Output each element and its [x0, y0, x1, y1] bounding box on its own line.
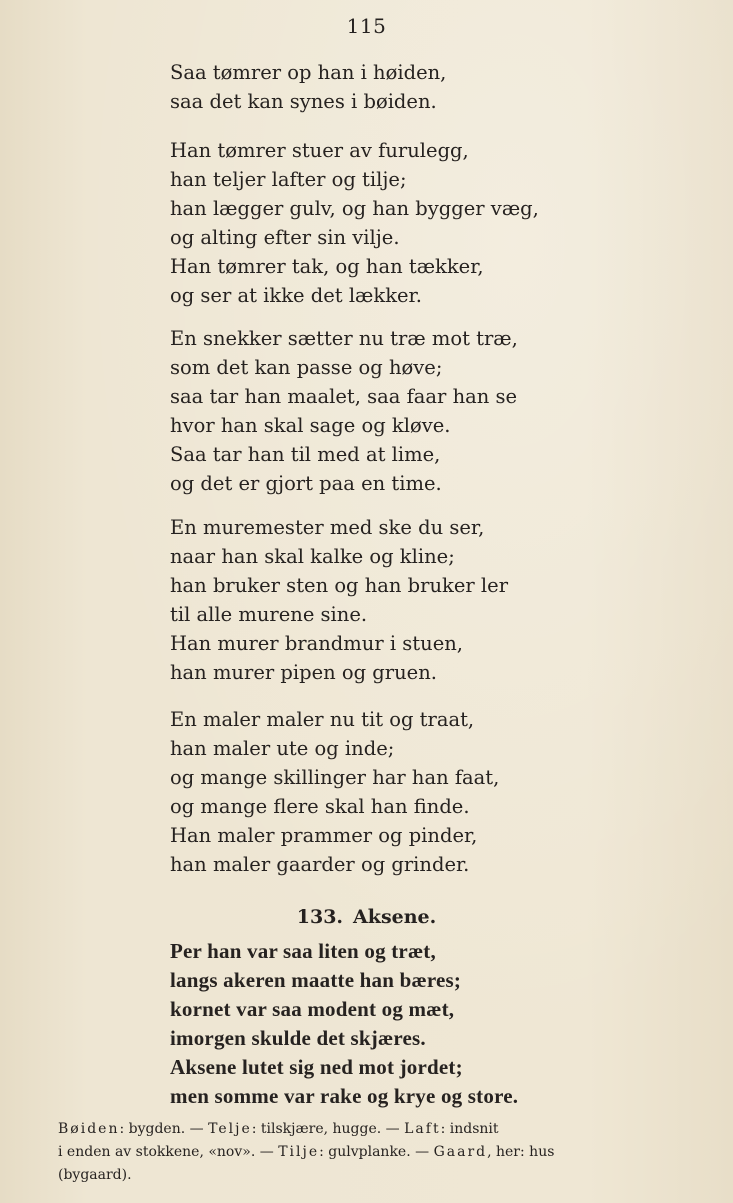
verse-line: han bruker sten og han bruker ler [170, 574, 509, 597]
gloss-definition: : bygden. — [119, 1121, 209, 1137]
page-number: 115 [346, 14, 387, 38]
verse-line: han teljer lafter og tilje; [170, 168, 407, 191]
gloss-definition: i enden av stokkene, «nov». — [58, 1144, 279, 1160]
verse-line: En maler maler nu tit og traat, [170, 708, 475, 731]
verse-line: Han murer brandmur i stuen, [170, 632, 463, 655]
poem-title: Aksene. [353, 906, 437, 928]
footnote-line [58, 1141, 688, 1164]
verse-line: han maler ute og inde; [170, 737, 395, 760]
verse-line: han lægger gulv, og han bygger væg, [170, 197, 539, 220]
verse-line: Han maler prammer og pinder, [170, 824, 478, 847]
gloss-term: Telje [208, 1121, 252, 1137]
verse-line: saa tar han maalet, saa faar han se [170, 385, 518, 408]
stanza-2 [170, 136, 590, 310]
verse-line: naar han skal kalke og kline; [170, 545, 455, 568]
stanza-5 [170, 705, 590, 879]
verse-line: Aksene lutet sig ned mot jordet; [170, 1055, 463, 1079]
gloss-term: Laft [404, 1121, 441, 1137]
verse-line: og mange skillinger har han faat, [170, 766, 500, 789]
footnote-line: (bygaard). [58, 1167, 132, 1183]
verse-line: saa det kan synes i bøiden. [170, 90, 437, 113]
gloss-definition: : tilskjære, hugge. — [251, 1121, 405, 1137]
stanza-1 [170, 58, 590, 116]
verse-line: og ser at ikke det lækker. [170, 284, 422, 307]
verse-line: han maler gaarder og grinder. [170, 853, 470, 876]
gloss-definition: : indsnit [440, 1121, 499, 1137]
verse-line: og alting efter sin vilje. [170, 226, 400, 249]
verse-line: Han tømrer tak, og han tækker, [170, 255, 484, 278]
stanza-4 [170, 513, 590, 687]
poem-heading [0, 906, 733, 928]
verse-line: imorgen skulde det skjæres. [170, 1026, 426, 1050]
footnote-line [58, 1118, 688, 1141]
verse-line: hvor han skal sage og kløve. [170, 414, 451, 437]
verse-line: En snekker sætter nu træ mot træ, [170, 327, 518, 350]
stanza-3 [170, 324, 590, 498]
verse-line: Saa tar han til med at lime, [170, 443, 441, 466]
gloss-term: Tilje [278, 1144, 320, 1160]
gloss-definition: : gulvplanke. — [319, 1144, 434, 1160]
verse-line: Han tømrer stuer av furulegg, [170, 139, 469, 162]
verse-line: En muremester med ske du ser, [170, 516, 485, 539]
gloss-term: Bøiden [58, 1121, 120, 1137]
gloss-definition: , her: hus [487, 1144, 555, 1160]
verse-line: som det kan passe og høve; [170, 356, 443, 379]
verse-line: Saa tømrer op han i høiden, [170, 61, 447, 84]
poem-number: 133. [296, 906, 344, 928]
poem-stanza [170, 937, 590, 1111]
verse-line: kornet var saa modent og mæt, [170, 997, 455, 1021]
verse-line: men somme var rake og krye og store. [170, 1084, 519, 1108]
footnotes [58, 1118, 688, 1187]
verse-line: til alle murene sine. [170, 603, 368, 626]
verse-line: han murer pipen og gruen. [170, 661, 437, 684]
verse-line: langs akeren maatte han bæres; [170, 968, 462, 992]
verse-line: Per han var saa liten og træt, [170, 939, 436, 963]
verse-line: og det er gjort paa en time. [170, 472, 442, 495]
gloss-term: Gaard [433, 1144, 488, 1160]
verse-line: og mange flere skal han finde. [170, 795, 470, 818]
